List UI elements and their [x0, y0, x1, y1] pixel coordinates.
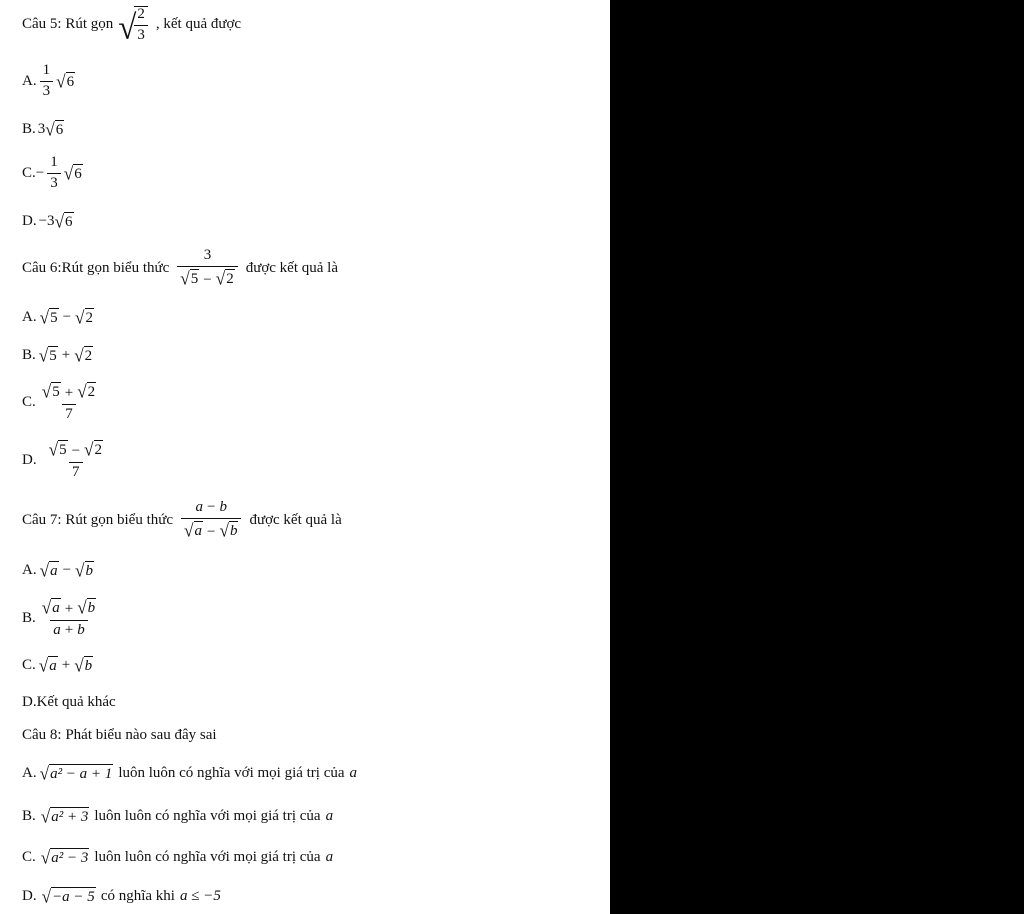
question-6-option-c[interactable]: C. √ 5 + √ 2 7 [22, 381, 96, 422]
question-7-option-a[interactable]: A. √ a − √ b [22, 560, 93, 581]
question-7-option-b[interactable]: B. √ a + √ b a + b [22, 597, 96, 638]
question-7-option-c[interactable]: C. √ a + √ b [22, 655, 93, 676]
question-7-expression: a − b √ a − √ b [178, 500, 244, 541]
question-5-suffix: , kết quả được [155, 16, 242, 33]
question-5-option-c[interactable]: C. − $\frac{1}{3}$ √ 6 [22, 154, 82, 191]
question-6-expression: 3 √ 5 − √ 2 [174, 248, 240, 289]
question-7-stem [22, 500, 342, 541]
question-5-option-d[interactable]: D. −3 √ 6 [22, 211, 73, 232]
question-8-option-d[interactable]: D. √ −a − 5 có nghĩa khi a ≤ −5 [22, 886, 221, 907]
question-6-prefix: Câu 6:Rút gọn biểu thức [22, 259, 170, 276]
question-5-prefix: Câu 5: Rút gọn [22, 16, 114, 33]
question-6-option-a[interactable]: A. √ 5 − √ 2 [22, 307, 93, 328]
question-7-option-d[interactable]: D.Kết quả khác [22, 694, 116, 710]
question-5-option-b[interactable]: B. 3 √ 6 [22, 119, 64, 140]
question-7-prefix: Câu 7: Rút gọn biểu thức [22, 511, 174, 528]
question-8-stem [22, 727, 217, 744]
question-5-option-a[interactable]: A. $\frac{1}{3}$ √ 6 [22, 62, 75, 99]
question-5-stem [22, 6, 242, 47]
question-5-expression: √ $\frac{2}{3}$ [118, 6, 151, 44]
question-8-option-a[interactable]: A. √ a² − a + 1 luôn luôn có nghĩa với mọi giá trị của a [22, 763, 358, 784]
question-6-option-d[interactable]: D. √ 5 − √ 2 7 [22, 439, 102, 480]
question-6-option-b[interactable]: B. √ 5 + √ 2 [22, 345, 93, 366]
question-7-suffix: được kết quả là [249, 511, 342, 528]
question-6-suffix: được kết quả là [245, 259, 338, 276]
black-panel [610, 0, 1024, 914]
question-8-option-c[interactable]: C. √ a² − 3 luôn luôn có nghĩa với mọi giá trị của a [22, 847, 334, 868]
question-8-title: Câu 8: Phát biểu nào sau đây sai [22, 727, 217, 743]
question-6-stem [22, 248, 338, 289]
question-8-option-b[interactable]: B. √ a² + 3 luôn luôn có nghĩa với mọi giá trị của a [22, 806, 334, 827]
